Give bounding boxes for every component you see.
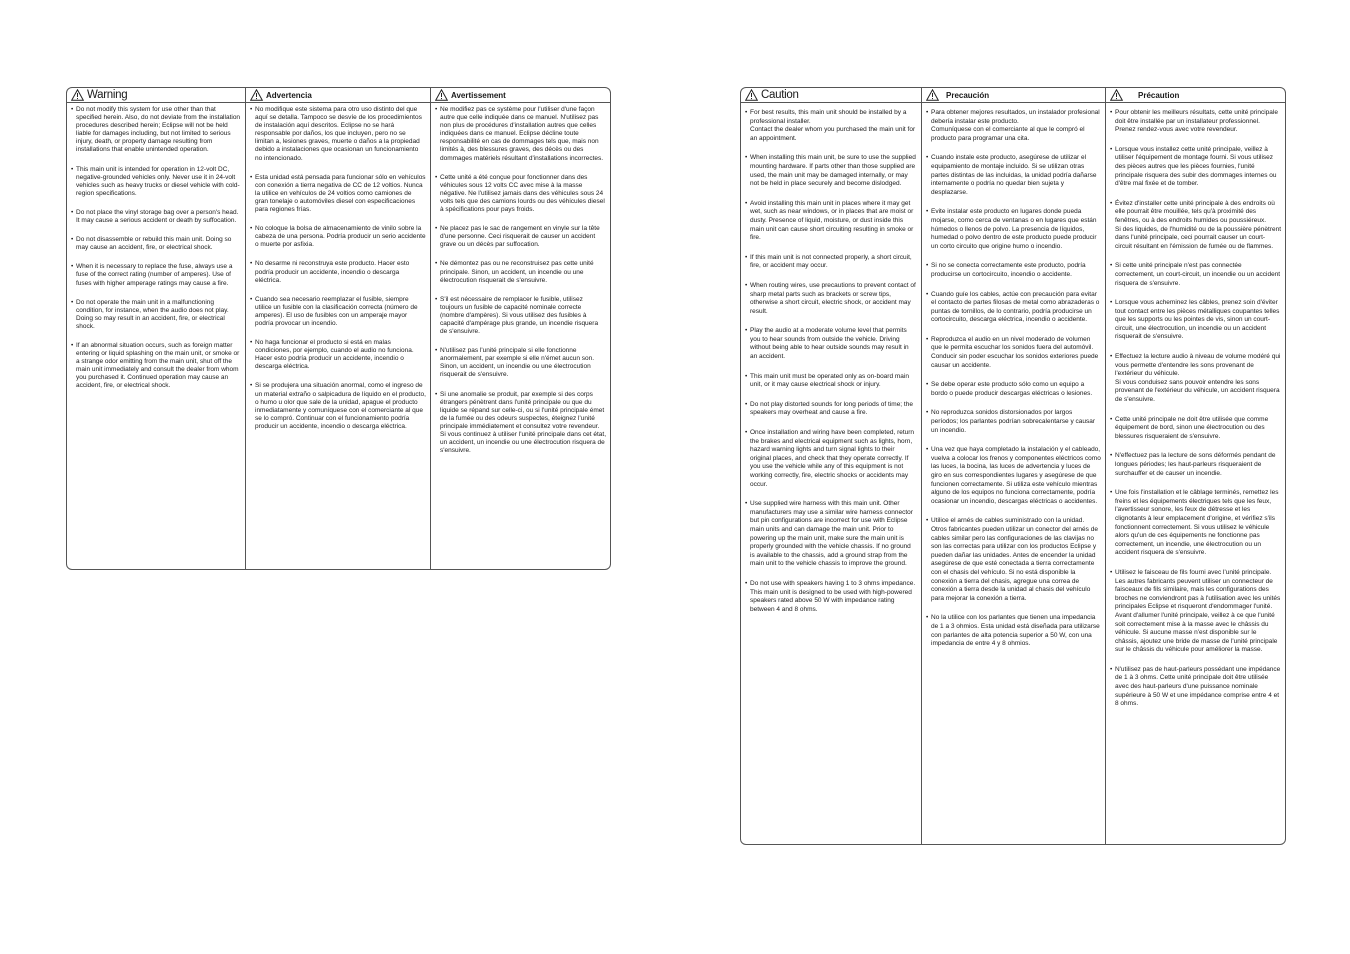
bullet-item: • N'utilisez pas l'unité principale si elle fonctionne anormalement, par exemple si elle n'émet aucun son. Sinon, un accident, un incendie ou une électrocution risquerait de s'ensuivre. [435,347,606,379]
header-title: Precaución [946,90,990,100]
warning-triangle-icon [1110,89,1123,101]
bullet-item: • No reproduzca sonidos distorsionados por largos períodos; los parlantes podrían sobrecalentarse y causar un incendio. [926,409,1101,435]
caution-column-es [921,103,1105,844]
bullet-item: • Si se produjera una situación anormal, como el ingreso de un material extraño o salpicadura de líquido en el producto, o humo u olor que sale de la unidad, apague el producto inmediatamente y comuníquese con el comerciante al que se lo compró. Continuar con el funcionamiento podría producir un accidente, incendio o descarga eléctrica. [250,382,426,431]
bullet-item: • For best results, this main unit should be installed by a professional installer. Contact the dealer whom you purchased the main unit for an appointment. [745,109,917,143]
bullet-item: • Do not disassemble or rebuild this main unit. Doing so may cause an accident, fire, or electrical shock. [71,236,241,252]
caution-column-en [741,103,921,844]
bullet-item: • Una vez que haya completado la instalación y el cableado, vuelva a colocar los frenos y componentes eléctricos como las luces, la bocina, las luces de advertencia y luces de giro en sus correspondientes lugares y asegúrese de que funcionen correctamente. Si utiliza este vehículo mientras alguno de los equipos no funciona correctamente, podría ocasionar un incendio, descargas eléctricas o accidentes. [926,446,1101,506]
bullet-item: • This main unit must be operated only as on-board main unit, or it may cause electrical shock or injury. [745,373,917,390]
header-cell-en [67,88,245,102]
bullet-item: • When installing this main unit, be sure to use the supplied mounting hardware. If parts other than those supplied are used, the main unit may be damaged internally, or may not be held in place securely and become dislodged. [745,154,917,188]
bullet-item: • Do not place the vinyl storage bag over a person's head. It may cause a serious accident or death by suffocation. [71,209,241,225]
bullet-item: • Si cette unité principale n'est pas connectée correctement, un court-circuit, un incendie ou un accident risquera de s'ensuivre. [1110,262,1281,288]
header-cell-fr [1105,88,1285,102]
warning-triangle-icon [435,89,448,101]
warning-header-row [67,88,610,103]
warning-column-fr [430,103,610,569]
bullet-item: • Pour obtenir les meilleurs résultats, cette unité principale doit être installée par un installateur professionnel. Prenez rendez-vous avec votre revendeur. [1110,109,1281,135]
bullet-item: • Avoid installing this main unit in places where it may get wet, such as near windows, or in places that are moist or dusty. Presence of liquid, moisture, or dust inside this main unit can cause short circuiting resulting in smoke or fire. [745,200,917,243]
bullet-item: • Cuando sea necesario reemplazar el fusible, siempre utilice un fusible con la clasificación correcta (número de amperes). El uso de fusibles con un amperaje mayor podría provocar un incendio. [250,296,426,328]
bullet-item: • Évitez d'installer cette unité principale à des endroits où elle pourrait être mouillée, tels qu'à proximité des fenêtres, ou à des endroits humides ou poussiéreux. Si des liquides, de l'humidité ou de la poussière pénètrent dans l'unité principale, ceci pourrait causer un court-circuit résultant en l'émission de fumée ou de flammes. [1110,200,1281,252]
bullet-item: • Do not play distorted sounds for long periods of time; the speakers may overheat and cause a fire. [745,401,917,418]
bullet-item: • If an abnormal situation occurs, such as foreign matter entering or liquid splashing on the main unit, or smoke or a strange odor emitting from the main unit, shut off the main unit immediately and consult the dealer from whom you purchased it. Continued operation may cause an accident, fire, or electrical shock. [71,342,241,391]
bullet-item: • Ne démontez pas ou ne reconstruisez pas cette unité principale. Sinon, un accident, un incendie ou une électrocution risquerait de s'ensuivre. [435,260,606,284]
header-title: Caution [761,89,799,101]
bullet-item: • Evite instalar este producto en lugares donde pueda mojarse, como cerca de ventanas o en lugares que están húmedos o llenos de polvo. La presencia de líquidos, humedad o polvo dentro de este producto puede producir un corto circuito que origine humo o incendio. [926,208,1101,251]
bullet-item: • Cette unité principale ne doit être utilisée que comme équipement de bord, sinon une électrocution ou des blessures risqueraient de s'ensuivre. [1110,416,1281,442]
bullet-item: • Reproduzca el audio en un nivel moderado de volumen que le permita escuchar los sonidos fuera del automóvil. Conducir sin poder escuchar los sonidos exteriores puede causar un accidente. [926,336,1101,370]
header-title: Avertissement [451,90,506,100]
bullet-item: • No modifique este sistema para otro uso distinto del que aquí se detalla. Tampoco se desvíe de los procedimientos de instalación aquí descritos. Eclipse no se hará responsable por daños, los que incluyen, pero no se limitan a, lesiones graves, muerte o daños a la propiedad debido a instalaciones que ocasionan un funcionamiento no intencionado. [250,106,426,163]
bullet-item: • N'effectuez pas la lecture de sons déformés pendant de longues périodes; les haut-parleurs risqueraient de surchauffer et de causer un incendie. [1110,452,1281,478]
bullet-item: • Do not modify this system for use other than that specified herein. Also, do not deviate from the installation procedures described herein; Eclipse will not be held liable for damages including, but not limited to serious injury, death, or property damage resulting from installations that enable unintended operation. [71,106,241,155]
caution-column-fr [1105,103,1285,844]
bullet-item: • Effectuez la lecture audio à niveau de volume modéré qui vous permette d'entendre les sons provenant de l'extérieur du véhicule. Si vous conduisez sans pouvoir entendre les sons provenant de l'extérieur du véhicule, un accident risquera de s'ensuivre. [1110,353,1281,405]
bullet-item: • Lorsque vous installez cette unité principale, veillez à utiliser l'équipement de montage fourni. Si vous utilisez des pièces autres que les pièces fournies, l'unité principale risquera des subir des dommages internes ou d'être mal fixée et de tomber. [1110,146,1281,189]
caution-panel [740,87,1286,845]
bullet-item: • Cette unité a été conçue pour fonctionner dans des véhicules sous 12 volts CC avec mise à la masse négative. Ne l'utilisez jamais dans des véhicules sous 24 volts tels que des camions lourds ou des véhicules diesel à spécifications pour pays froids. [435,174,606,214]
bullet-item: • Cuando instale este producto, asegúrese de utilizar el equipamiento de montaje incluido. Si se utilizan otras partes distintas de las incluidas, la unidad podría dañarse internamente o podría no quedar bien sujeta y desplazarse. [926,154,1101,197]
bullet-item: • Ne placez pas le sac de rangement en vinyle sur la tête d'une personne. Ceci risquerait de causer un accident grave ou un décès par suffocation. [435,225,606,249]
bullet-item: • No haga funcionar el producto si está en malas condiciones, por ejemplo, cuando el audio no funciona. Hacer esto podría producir un accidente, incendio o descarga eléctrica. [250,339,426,371]
bullet-item: • Play the audio at a moderate volume level that permits you to hear sounds from outside the vehicle. Driving without being able to hear outside sounds may result in an accident. [745,327,917,361]
bullet-item: • Se debe operar este producto sólo como un equipo a bordo o puede producir descargas eléctricas o lesiones. [926,381,1101,398]
bullet-item: • Do not use with speakers having 1 to 3 ohms impedance. This main unit is designed to be used with high-powered speakers rated above 50 W with impedance rating between 4 and 8 ohms. [745,580,917,614]
bullet-item: • Cuando guíe los cables, actúe con precaución para evitar el contacto de partes filosas de metal como abrazaderas o puntas de tornillos, de lo contrario, podría producirse un cortocircuito, descarga eléctrica, incendio o accidente. [926,291,1101,325]
bullet-item: • Si no se conecta correctamente este producto, podría producirse un cortocircuito, incendio o accidente. [926,262,1101,279]
bullet-item: • Esta unidad está pensada para funcionar sólo en vehículos con conexión a tierra negativa de CC de 12 voltios. Nunca la utilice en vehículos de 24 voltios como camiones de gran tonelaje o automóviles diesel con especificaciones para regiones frías. [250,174,426,214]
header-cell-fr [430,88,610,102]
bullet-item: • N'utilisez pas de haut-parleurs possédant une impédance de 1 à 3 ohms. Cette unité principale doit être utilisée avec des haut-parleurs d'une puissance nominale supérieure à 50 W et une impédance comprise entre 4 et 8 ohms. [1110,666,1281,709]
bullet-item: • Si une anomalie se produit, par exemple si des corps étrangers pénètrent dans l'unité principale ou que du liquide se répand sur celle-ci, ou si l'unité principale émet de la fumée ou des odeurs suspectes, éteignez l'unité principale immédiatement et consultez votre revendeur. Si vous continuez à utiliser l'unité principale dans cet état, un accident, un incendie ou une électrocution risquera de s'ensuivre. [435,391,606,456]
bullet-item: • Para obtener mejores resultados, un instalador profesional debería instalar este producto. Comuníquese con el comerciante al que le compró el producto para programar una cita. [926,109,1101,143]
bullet-item: • When it is necessary to replace the fuse, always use a fuse of the correct rating (number of amperes). Use of fuses with higher amperage ratings may cause a fire. [71,263,241,287]
bullet-item: • If this main unit is not connected properly, a short circuit, fire, or accident may occur. [745,254,917,271]
bullet-item: • Use supplied wire harness with this main unit. Other manufacturers may use a similar wire harness connector but pin configurations are incorrect for use with Eclipse main units and can damage the main unit. Prior to powering up the main unit, make sure the main unit is properly grounded with the vehicle chassis. If no ground is available to the chassis, add a ground strap from the main unit to the vehicle chassis to improve the ground. [745,500,917,569]
header-cell-en [741,88,921,102]
bullet-item: • No desarme ni reconstruya este producto. Hacer esto podría producir un accidente, incendio o descarga eléctrica. [250,260,426,284]
warning-triangle-icon [745,89,758,101]
bullet-item: • No coloque la bolsa de almacenamiento de vinilo sobre la cabeza de una persona. Podría producir un serio accidente o muerte por asfixia. [250,225,426,249]
header-cell-es [921,88,1105,102]
bullet-item: • Utilisez le faisceau de fils fourni avec l'unité principale. Les autres fabricants peuvent utiliser un connecteur de faisceaux de fils similaire, mais les configurations des broches ne conviendront pas à l'utilisation avec les unités principales Eclipse et risqueront d'endommager l'unité. Avant d'allumer l'unité principale, veillez à ce que l'unité soit correctement mise à la masse avec le châssis du véhicule. Si aucune masse n'est disponible sur le châssis, ajoutez une bride de masse de l'unité principale sur le châssis du véhicule pour améliorer la masse. [1110,569,1281,655]
bullet-item: • Once installation and wiring have been completed, return the brakes and electrical equipment such as lights, horn, hazard warning lights and turn signal lights to their original places, and check that they operate correctly. If you use the vehicle while any of this equipment is not working correctly, fire, electric shocks or accidents may occur. [745,429,917,489]
warning-column-en [67,103,245,569]
bullet-item: • Ne modifiez pas ce système pour l'utiliser d'une façon autre que celle indiquée dans ce manuel. N'utilisez pas non plus de procédures d'installation autres que celles indiquées dans ce manuel. Eclipse décline toute responsabilité en cas de dommages tels que, mais non limités à, des blessures graves, des décès ou des dommages matériels résultant d'installations incorrectes. [435,106,606,163]
warning-triangle-icon [926,89,939,101]
warning-column-es [245,103,430,569]
warning-triangle-icon [250,89,263,101]
bullet-item: • Utilice el arnés de cables suministrado con la unidad. Otros fabricantes pueden utilizar un conector del arnés de cables similar pero las configuraciones de las clavijas no son las correctas para utilizar con los productos Eclipse y pueden dañar las unidades. Antes de encender la unidad asegúrese de que esté conectada a tierra correctamente con el chasis del vehículo. Si no está disponible la conexión a tierra del chasis, agregue una correa de conexión a tierra desde la unidad al chasis del vehículo para mejorar la conexión a tierra. [926,517,1101,603]
bullet-item: • No la utilice con los parlantes que tienen una impedancia de 1 a 3 ohmios. Esta unidad está diseñada para utilizarse con parlantes de alta potencia superior a 50 W, con una impedancia de entre 4 y 8 ohmios. [926,614,1101,648]
warning-panel [66,87,611,570]
header-title: Précaution [1138,90,1180,100]
header-title: Warning [87,89,128,101]
bullet-item: • S'il est nécessaire de remplacer le fusible, utilisez toujours un fusible de capacité nominale correcte (nombre d'ampères). Si vous utilisez des fusibles à capacité d'ampérage plus grande, un incendie risquera de s'ensuivre. [435,296,606,336]
bullet-item: • Do not operate the main unit in a malfunctioning condition, for instance, when the audio does not play. Doing so may result in an accident, fire, or electrical shock. [71,299,241,331]
bullet-item: • When routing wires, use precautions to prevent contact of sharp metal parts such as brackets or screw tips, otherwise a short circuit, electric shock, or accident may result. [745,282,917,316]
bullet-item: • Une fois l'installation et le câblage terminés, remettez les freins et les équipements électriques tels que les feux, l'avertisseur sonore, les feux de détresse et les clignotants à leur emplacement d'origine, et vérifiez s'ils fonctionnent correctement. Si vous utilisez le véhicule alors qu'un de ces équipements ne fonctionne pas correctement, un incendie, une électrocution ou un accident risquera de s'ensuivre. [1110,489,1281,558]
caution-header-row [741,88,1285,103]
bullet-item: • This main unit is intended for operation in 12-volt DC, negative-grounded vehicles only. Never use it in 24-volt vehicles such as heavy trucks or diesel vehicle with cold-region specifications. [71,166,241,198]
header-title: Advertencia [266,90,312,100]
warning-triangle-icon [71,89,84,101]
header-cell-es [245,88,430,102]
bullet-item: • Lorsque vous acheminez les câbles, prenez soin d'éviter tout contact entre les pièces métalliques coupantes telles que les supports ou les pointes de vis, sinon un court-circuit, une électrocution, un incendie ou un accident risquerait de s'ensuivre. [1110,299,1281,342]
